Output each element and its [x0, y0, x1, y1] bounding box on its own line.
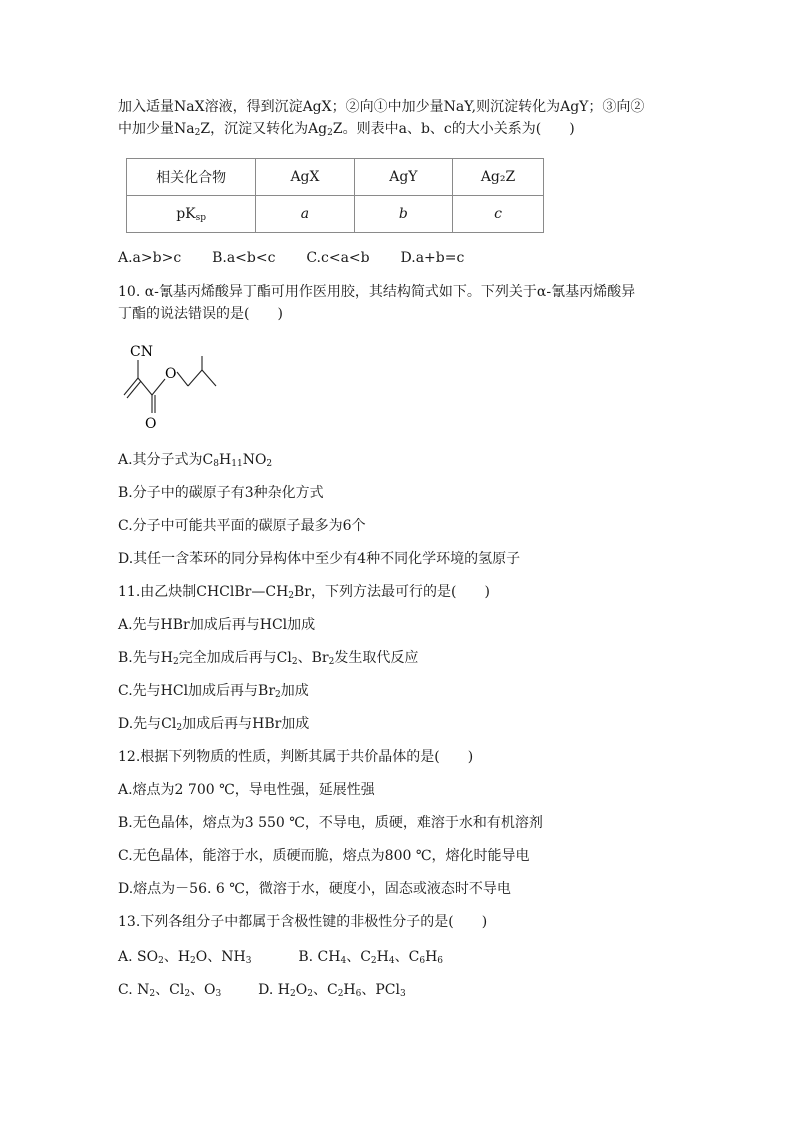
q10-option-a[interactable]: A.其分子式为$C_8H_{11}NO_2$ — [118, 452, 273, 469]
q10-stem-line1: 10. α-氰基丙烯酸异丁酯可用作医用胶，其结构简式如下。下列关于α-氰基丙烯酸异 — [118, 284, 636, 300]
q11-option-d[interactable]: D.先与$Cl_2$加成后再与HBr加成 — [118, 716, 310, 733]
q13-option-b[interactable]: B. $CH_4$、$C_2H_4$、$C_6H_6$ — [298, 949, 444, 966]
structural-formula-diagram — [118, 340, 228, 432]
table-cell-b: b — [354, 196, 452, 233]
q13-option-a[interactable]: A. $SO_2$、$H_2O$、$NH_3$ — [118, 949, 252, 966]
q12-option-a[interactable]: A.熔点为2 700 ℃，导电性强，延展性强 — [118, 782, 375, 798]
q12-stem: 12.根据下列物质的性质，判断其属于共价晶体的是( ) — [118, 749, 474, 765]
q9-option-c[interactable]: C.c<a<b — [306, 250, 370, 266]
q11-stem: 11.由乙炔制$CHClBr—CH_2Br$，下列方法最可行的是( ) — [118, 584, 490, 601]
table-header-ag2z: Ag₂Z — [453, 159, 544, 196]
table-cell-c: c — [453, 196, 544, 233]
q10-stem-line2: 丁酯的说法错误的是( ) — [118, 306, 283, 322]
q11-option-b[interactable]: B.先与$H_2$完全加成后再与$Cl_2$、$Br_2$发生取代反应 — [118, 650, 419, 667]
table-header-agy: AgY — [354, 159, 452, 196]
q11-option-a[interactable]: A.先与HBr加成后再与HCl加成 — [118, 617, 316, 633]
bond-lines — [124, 356, 216, 413]
q9-stem-line1: 加入适量NaX溶液，得到沉淀AgX；②向①中加少量NaY,则沉淀转化为AgY；③向② — [118, 99, 645, 115]
table-header-row — [127, 159, 544, 196]
q13-option-c[interactable]: C. $N_2$、$Cl_2$、$O_3$ — [118, 982, 222, 999]
q9-option-a[interactable]: A.a>b>c — [118, 250, 182, 266]
q9-option-b[interactable]: B.a<b<c — [212, 250, 276, 266]
q10-option-c[interactable]: C.分子中可能共平面的碳原子最多为6个 — [118, 518, 366, 534]
q10-option-b[interactable]: B.分子中的碳原子有3种杂化方式 — [118, 485, 324, 501]
q9-options — [118, 248, 464, 268]
q9-stem-line2: 中加少量$Na_2Z$，沉淀又转化为$Ag_2Z$。则表中a、b、c的大小关系为( ) — [118, 121, 575, 138]
q10-option-d[interactable]: D.其任一含苯环的同分异构体中至少有4种不同化学环境的氢原子 — [118, 551, 521, 567]
table-header-compound: 相关化合物 — [127, 159, 256, 196]
table-row-label: $pK_{sp}$ — [127, 196, 256, 233]
ksp-table — [126, 158, 544, 233]
ester-oxygen-label: O — [165, 366, 177, 382]
q12-option-c[interactable]: C.无色晶体，能溶于水，质硬而脆，熔点为800 ℃，熔化时能导电 — [118, 848, 530, 864]
q9-option-d[interactable]: D.a+b=c — [400, 250, 465, 266]
q13-stem: 13.下列各组分子中都属于含极性键的非极性分子的是( ) — [118, 914, 488, 930]
table-row — [127, 196, 544, 233]
table-cell-a: a — [256, 196, 354, 233]
q13-option-d[interactable]: D. $H_2O_2$、$C_2H_6$、PCl$_3$ — [258, 982, 406, 999]
cn-label: CN — [130, 344, 153, 360]
q12-option-d[interactable]: D.熔点为－56. 6 ℃，微溶于水，硬度小，固态或液态时不导电 — [118, 881, 511, 897]
q13-options-row1 — [118, 947, 443, 967]
table-header-agx: AgX — [256, 159, 354, 196]
q11-option-c[interactable]: C.先与HCl加成后再与$Br_2$加成 — [118, 683, 309, 700]
q12-option-b[interactable]: B.无色晶体，熔点为3 550 ℃，不导电，质硬，难溶于水和有机溶剂 — [118, 815, 543, 831]
q13-options-row2 — [118, 980, 406, 1000]
carbonyl-oxygen-label: O — [145, 416, 157, 432]
